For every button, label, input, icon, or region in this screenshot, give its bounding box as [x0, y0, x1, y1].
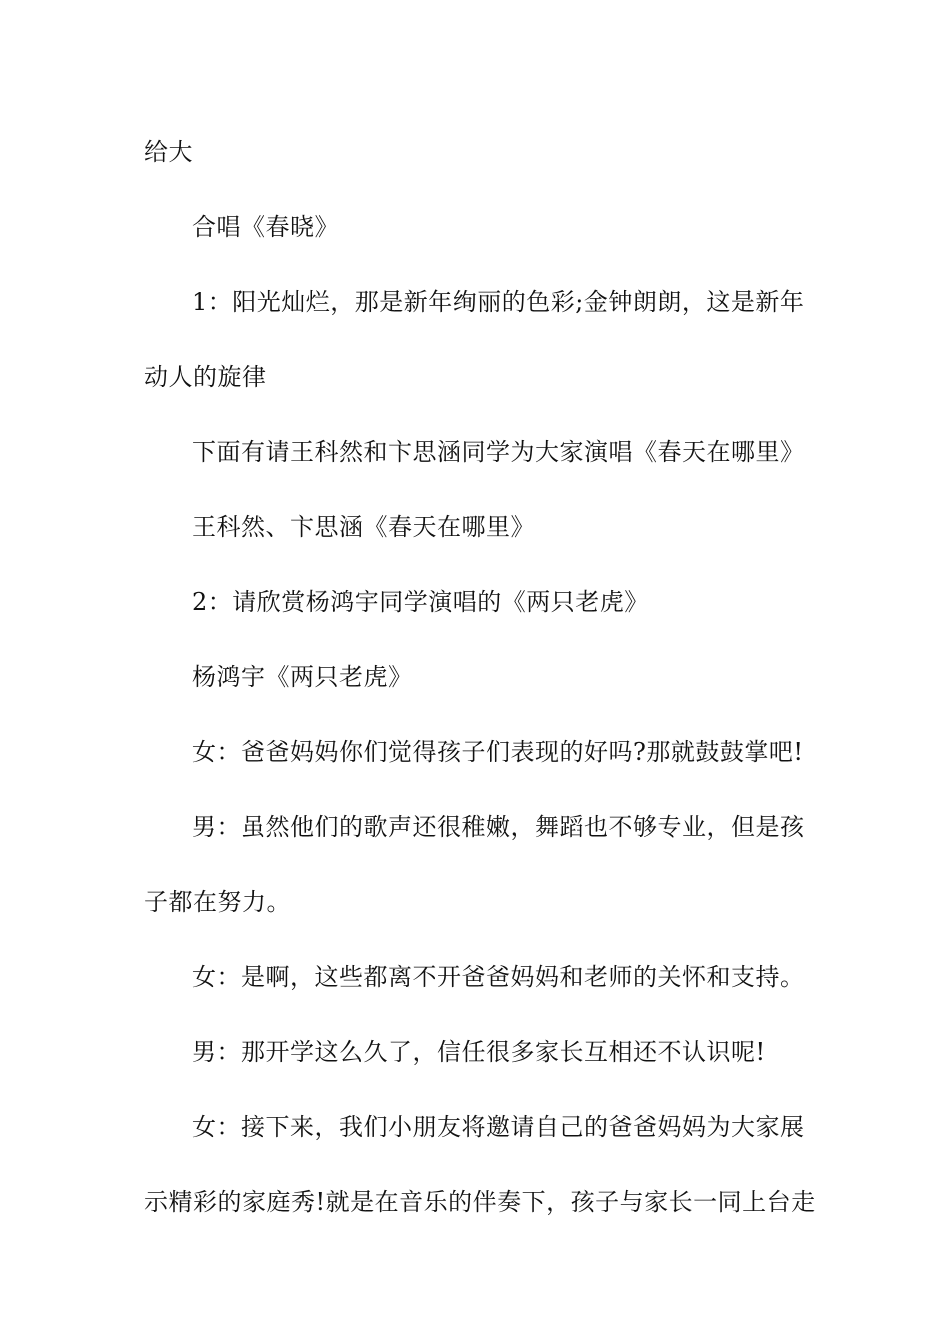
text-line: 动人的旋律	[144, 363, 267, 391]
text-line: 示精彩的家庭秀!就是在音乐的伴奏下，孩子与家长一同上台走	[144, 1188, 816, 1216]
text-line: 男：虽然他们的歌声还很稚嫩，舞蹈也不够专业，但是孩	[192, 813, 805, 841]
text-line: 下面有请王科然和卞思涵同学为大家演唱《春天在哪里》	[192, 438, 805, 466]
text-line: 2：请欣赏杨鸿宇同学演唱的《两只老虎》	[192, 588, 649, 616]
text-line: 杨鸿宇《两只老虎》	[192, 663, 413, 691]
text-line: 王科然、卞思涵《春天在哪里》	[192, 513, 535, 541]
text-line: 合唱《春晓》	[192, 213, 339, 241]
text-line: 男：那开学这么久了，信任很多家长互相还不认识呢!	[192, 1038, 766, 1066]
text-line: 女：是啊，这些都离不开爸爸妈妈和老师的关怀和支持。	[192, 963, 805, 991]
text-line: 女：爸爸妈妈你们觉得孩子们表现的好吗?那就鼓鼓掌吧!	[192, 738, 804, 766]
text-line: 子都在努力。	[144, 888, 291, 916]
text-line: 1：阳光灿烂，那是新年绚丽的色彩;金钟朗朗，这是新年	[192, 288, 805, 316]
text-line: 给大	[144, 138, 193, 166]
text-line: 女：接下来，我们小朋友将邀请自己的爸爸妈妈为大家展	[192, 1113, 805, 1141]
